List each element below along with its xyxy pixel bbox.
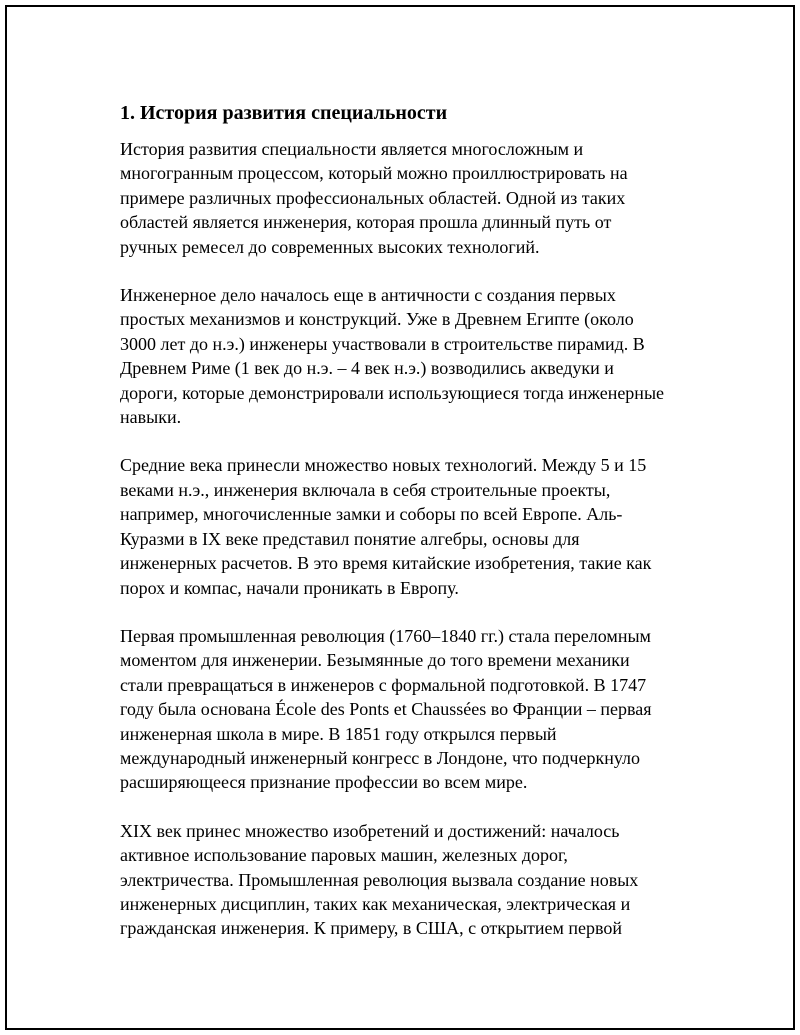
paragraph-line: гражданская инженерия. К примеру, в США, с открытием первой [120,918,623,939]
paragraph-line: инженерных дисциплин, таких как механическая, электрическая и [120,893,631,914]
paragraph-line: Первая промышленная революция (1760–1840 гг.) стала переломным [120,625,651,646]
paragraph-line: дороги, которые демонстрировали использующиеся тогда инженерные [120,382,665,403]
paragraph-line: электричества. Промышленная революция вызвала создание новых [120,869,639,890]
paragraph-1 [120,137,710,259]
paragraph-2 [120,283,710,429]
paragraph-line: веками н.э., инженерия включала в себя строительные проекты, [120,479,611,500]
document-body [120,95,710,965]
paragraph-line: областей является инженерия, которая прошла длинный путь от [120,212,612,233]
paragraph-line: стали превращаться в инженеров с формальной подготовкой. В 1747 [120,674,647,695]
paragraph-line: История развития специальности является многосложным и [120,139,584,159]
paragraph-line: многогранным процессом, который можно проиллюстрировать на [120,163,628,184]
paragraph-line: международный инженерный конгресс в Лондоне, что подчеркнуло [120,747,641,768]
paragraph-line: инженерная школа в мире. В 1851 году открылся первый [120,723,557,744]
paragraph-3 [120,453,710,599]
paragraph-line: моментом для инженерии. Безымянные до того времени механики [120,650,630,671]
paragraph-line: Куразми в IX веке представил понятие алгебры, основы для [120,528,580,549]
paragraph-line: году была основана École des Ponts et Chaussées во Франции – первая [120,699,652,720]
paragraph-4 [120,624,710,795]
paragraph-line: XIX век принес множество изобретений и достижений: началось [120,820,620,841]
paragraph-line: Древнем Риме (1 век до н.э. – 4 век н.э.) возводились акведуки и [120,358,614,379]
paragraph-line: 3000 лет до н.э.) инженеры участвовали в строительстве пирамид. В [120,333,645,354]
paragraph-line: примере различных профессиональных областей. Одной из таких [120,187,626,208]
paragraph-line: активное использование паровых машин, железных дорог, [120,845,568,866]
paragraph-line: инженерных расчетов. В это время китайские изобретения, такие как [120,553,652,574]
paragraph-line: навыки. [120,407,182,428]
section-heading: 1. История развития специальности [120,102,448,124]
paragraph-line: простых механизмов и конструкций. Уже в Древнем Египте (около [120,309,634,330]
paragraph-line: расширяющееся признание профессии во всем мире. [120,772,528,793]
page-frame [5,5,795,1030]
paragraph-line: Инженерное дело началось еще в античности с создания первых [120,285,616,306]
paragraph-line: ручных ремесел до современных высоких технологий. [120,236,540,257]
paragraph-line: Средние века принесли множество новых технологий. Между 5 и 15 [120,455,647,476]
paragraph-line: например, многочисленные замки и соборы по всей Европе. Аль- [120,504,623,525]
paragraph-5 [120,819,710,941]
paragraph-line: порох и компас, начали проникать в Европу. [120,577,459,598]
